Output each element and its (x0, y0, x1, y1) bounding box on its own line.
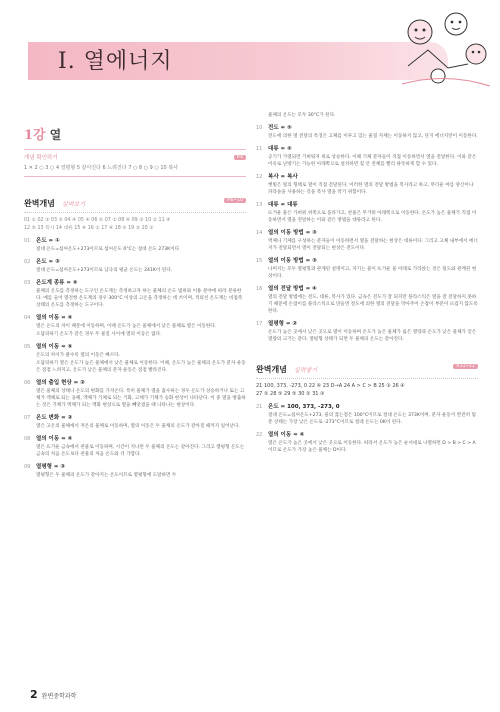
concept-check-title: 개념 확인하기 (24, 155, 58, 161)
item-number: 11 (256, 146, 263, 152)
item-number: 21 (256, 404, 263, 410)
page-tag: P.4 (234, 155, 246, 160)
item-answer: 온도 = ③ (36, 259, 60, 265)
item-explanation: 열의 전달 방법에는 전도, 대류, 복사가 있다. 금속은 전도가 잘 되지만 플라스틱은 열을 잘 전달하지 못하기 때문에 손잡이를 플라스틱으로 만들면 전도에 의한 열의 전달을 막아주어 손잡이 부분이 뜨겁지 않도록 한다. (268, 295, 478, 314)
item-number: 08 (24, 436, 31, 442)
answer-line: 21 100, 373, -273, 0 22 ④ 23 D→A 24 A > C > B 25 ③ 26 ④ (256, 383, 405, 389)
item-answer: 전도 = ⑤ (268, 125, 292, 131)
item-answer: 열의 전달 방법 = ④ (268, 286, 317, 292)
section-heading (256, 357, 478, 379)
item-number: 15 (256, 258, 263, 264)
item-answer: 온도계 종류 = ⑤ (36, 280, 78, 286)
solution-item (256, 404, 478, 426)
item-answer: 온도 변화 = ② (36, 415, 73, 421)
item-explanation: 액체나 기체를 구성하는 분자들이 이동하면서 열을 전달하는 현상은 대류이다. 그리고 고체 내부에서 에너지가 전달되면서 열이 전달되는 현상은 전도이다. (268, 239, 478, 251)
item-explanation: 햇빛은 빛의 형태로 열이 직접 전달된다. 이러한 열의 전달 방법을 복사라고 하고, 무더운 여름 양산이나 파라솔을 사용하는 것을 복사 열을 막기 위함이다. (268, 183, 474, 195)
solution-item (24, 238, 246, 253)
page-tag: P.6~10 (224, 198, 246, 203)
item-hint: 오답피하기 온도가 같은 경우 두 물질 사이에 열의 이동은 없다. (36, 332, 162, 337)
item-answer: 열의 이동 = ④ (36, 315, 73, 321)
section-subtitle: 실력쌓기 (294, 367, 318, 374)
chapter-number: 1강 (24, 128, 46, 143)
solution-item (256, 230, 478, 252)
item-number: 13 (256, 202, 263, 208)
page-title: Ⅰ. 열에너지 (58, 49, 173, 74)
page-tag: P.11~12 (453, 364, 478, 369)
item-answer: 열의 이동 = ④ (268, 432, 305, 438)
solution-item (256, 258, 478, 280)
book-title: 완변중학과학 (41, 693, 77, 700)
item-number: 10 (256, 125, 263, 131)
item-explanation: 나머지는 모두 열평형과 관계된 설명이고, 자기는 물이 뜨거운 물 아래로 가라앉는 것은 밀도와 관계된 현상이다. (268, 267, 477, 279)
item-number: 06 (24, 380, 31, 386)
item-number: 01 (24, 238, 31, 244)
answer-line: 12 ⑤ 13 복사 14 대류 15 ④ 16 ② 17 ④ 18 ⑤ 19 ③ 20 ② (24, 225, 154, 231)
section-subtitle: 살펴보기 (62, 201, 86, 208)
right-column (256, 112, 478, 454)
continued-text: 물체의 온도는 모두 30°C가 된다. (268, 113, 336, 118)
item-answer: 열의 이동 = ⑤ (36, 344, 73, 350)
solution-item (256, 202, 478, 224)
solution-item (256, 321, 478, 343)
solution-item (24, 380, 246, 409)
solution-item (256, 432, 478, 454)
page-number: 2 (30, 688, 38, 701)
section-title: 완벽개념 (256, 365, 287, 374)
item-number: 22 (256, 432, 263, 438)
section-heading (24, 191, 246, 213)
answer-line: 01 ① 02 ③ 03 ⑤ 04 ④ 05 ④ 06 ⑤ 07 ② 08 ④ 09 ③ 10 ② 11 ④ (24, 218, 171, 223)
item-number: 09 (24, 464, 31, 470)
solution-item (256, 146, 478, 168)
item-explanation: 온도의 차이가 클수록 열의 이동은 빠르다. (36, 353, 121, 358)
concept-check-answers: 1 ✕ 2 ○ 3 ○ 4 열평형 5 같아진다 6 느려진다 7 ○ 8 ○ 9 ○ 10 복사 (24, 165, 178, 171)
solution-item (24, 464, 246, 479)
solution-item (24, 280, 246, 309)
item-number: 02 (24, 259, 31, 265)
item-explanation: 절대 온도=섭씨온도+273, 물의 끓는점은 100°C이므로 절대 온도는 373K이며, 분자 운동이 완전히 멈춘 상태는 가장 낮은 온도로 -273°C이므로 절대 온도는 0K이 된다. (268, 413, 476, 425)
item-number: 16 (256, 286, 263, 292)
solution-item (24, 315, 246, 338)
item-number: 12 (256, 174, 263, 180)
solution-item (256, 174, 478, 196)
item-number: 03 (24, 280, 31, 286)
solution-item (256, 125, 478, 140)
solution-item (24, 436, 246, 458)
item-explanation: 온도가 높은 곳에서 낮은 곳으로 열이 이동하며 온도가 높은 물체가 잃은 열량과 온도가 낮은 물체가 얻은 열량의 크기는 같다. 열평형 상태가 되면 두 물체의 온도는 같아진다. (268, 330, 477, 342)
solution-item (24, 344, 246, 374)
answer-summary (256, 383, 478, 398)
chapter-heading (24, 124, 246, 143)
item-answer: 온도 = ① (36, 238, 60, 244)
item-answer: 대류 = 대류 (268, 202, 298, 208)
item-answer: 열의 이동 = ④ (36, 436, 73, 442)
character-illustration-icon (398, 6, 494, 92)
concept-check-box (24, 149, 246, 177)
item-number: 17 (256, 321, 263, 327)
item-number: 05 (24, 344, 31, 350)
item-answer: 열평형 = ② (268, 321, 298, 327)
answer-line: 27 ② 28 ⑤ 29 ⑤ 30 ② 31 ③ (256, 390, 325, 397)
item-explanation: 열은 고온의 물체에서 저온의 물체로 이동하며, 열의 이동은 두 물체의 온도가 같아질 때까지 일어난다. (36, 424, 240, 429)
item-answer: 열평형 = ③ (36, 464, 66, 470)
item-explanation: 열은 온도의 차이 때문에 이동하며, 이때 온도가 높은 물체에서 낮은 물체로 열은 이동한다. (36, 324, 217, 329)
solution-item (256, 286, 478, 315)
item-answer: 열의 출입 현상 = ② (36, 380, 85, 386)
item-number: 04 (24, 315, 31, 321)
item-explanation: 열은 물체의 상태나 온도의 변화를 가져온다. 특히 물체가 열을 흡수하는 경우 온도가 상승하거나 또는 고체가 액체로 되는 융해, 액체가 기체로 되는 기화, 고체가 기체가 승화 현상이 나타난다. 이 중 열을 방출하는 것은 기체가 액체가 되는 액화 현상으로 열을 빼앗겼을 때 나타나는 현상이다. (36, 389, 246, 408)
page-footer (30, 688, 76, 701)
item-explanation: 절대 온도=섭씨온도+273이므로 섭씨온도 0°C는 절대 온도 273K이다. (36, 247, 181, 252)
item-explanation: 절대 온도=섭씨온도+273이므로 남극의 평균 온도는 241K이 된다. (36, 268, 173, 273)
item-hint: 오답피하기 열은 온도가 높은 물체에서 낮은 물체로 이동한다. 이때, 온도가 높은 물체의 온도가 분자 운동은 점점 느려지고, 온도가 낮은 물체의 분자 운동은 점점 빨라진다. (36, 361, 246, 373)
item-number: 14 (256, 230, 263, 236)
item-explanation: 열은 뜨거운 금속에서 찬물로 이동하며, 시간이 지나면 두 물체의 온도는 같아진다. 그리고 열평형 온도는 금속의 처음 온도보다 찬물의 처음 온도와 더 가깝다. (36, 445, 245, 457)
item-number: 07 (24, 415, 31, 421)
chapter-name: 열 (49, 128, 62, 142)
item-answer: 온도 = 100, 373, -273, 0 (268, 404, 340, 410)
solution-item (24, 415, 246, 430)
item-answer: 복사 = 복사 (268, 174, 298, 180)
item-explanation: 열은 온도가 높은 곳에서 낮은 곳으로 이동한다. 따라서 온도가 높은 순서대로 나열하면 D > B > C > A 이므로 온도가 가장 높은 물체는 D이다. (268, 441, 476, 453)
item-answer: 대류 = ⑤ (268, 146, 292, 152)
left-column (24, 112, 246, 479)
item-answer: 열의 이동 방법 = ③ (268, 230, 317, 236)
item-explanation: 물체의 온도를 측정하는 도구인 온도계는 측정하고자 하는 물체의 온도 범위와 이용 분야에 따라 분류한다. 예를 들어 열전쌍 온도계의 경우 300°C 이상의 고온을 측정하는 데 쓰이며, 적외선 온도계는 비접촉 상태의 온도를 측정하는 도구이다. (36, 289, 243, 308)
item-explanation: 공기가 가열되면 가벼워져 위로 상승한다. 이때 기체 분자들이 직접 이동하면서 열을 전달한다. 이와 같은 이유로 난방기는 가능한 아래쪽으로 설치하면 집 안 전체를 빨리 따뜻하게 할 수 있다. (268, 155, 477, 167)
item-explanation: 뜨거운 물은 가벼워 위쪽으로 올라가고, 찬물은 무거워 아래쪽으로 이동한다. 온도가 높은 물체가 직접 이동하면서 열을 전달하는 이와 같은 방법을 대류라고 한다. (268, 211, 477, 223)
item-explanation: 전도에 의한 열 전달의 특징은 고체를 이루고 있는 물질 자체는 이동하지 않고, 단지 에너지만이 이동한다. (268, 134, 478, 139)
answer-summary (24, 217, 246, 232)
section-title: 완벽개념 (24, 199, 55, 208)
item-answer: 열의 이동 방법 = ③ (268, 258, 317, 264)
solution-item (24, 259, 246, 274)
item-explanation: 열평형은 두 물체의 온도가 같아지는 온도이므로 열평형에 도달하면 두 (36, 473, 177, 478)
